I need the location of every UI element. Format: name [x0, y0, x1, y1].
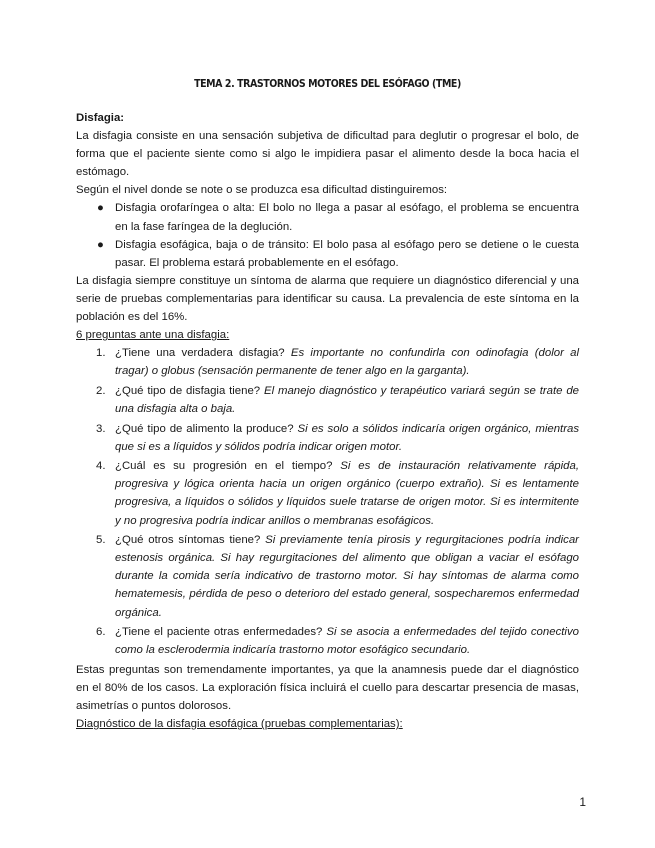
bullet-icon: ●	[97, 238, 104, 251]
page-title: TEMA 2. TRASTORNOS MOTORES DEL ESÓFAGO (TME)	[194, 77, 461, 90]
question-answer: Si previamente tenía pirosis y regurgitaciones podría indicar estenosis orgánica. Si hay regurgitaciones del alimento que obligan a vaciar el esófago durante la comida sería indicativo de trastorno motor. Si hay síntomas de alarma como hematemesis, pérdida de peso o deterioro del estado general, sospecharemos enfermedad orgánica.	[115, 534, 579, 619]
alarm-paragraph: La disfagia siempre constituye un síntoma de alarma que requiere un diagnóstico diferencial y una serie de pruebas complementarias para identificar su causa. La prevalencia de este síntoma en la población es del 16%.	[76, 274, 579, 324]
questions-list	[76, 344, 579, 659]
list-item	[76, 344, 579, 380]
section-heading: Disfagia:	[76, 112, 125, 124]
list-item	[76, 420, 579, 456]
document-body	[76, 109, 579, 733]
question-number: 5.	[96, 534, 106, 547]
list-item-text: Disfagia orofaríngea o alta: El bolo no llega a pasar al esófago, el problema se encuentra en la fase faríngea de la deglución.	[115, 202, 579, 233]
list-item	[76, 382, 579, 418]
question-answer: Si se asocia a enfermedades del tejido conectivo como la esclerodermia indicaría trastorno motor esofágico secundario.	[115, 626, 579, 657]
list-item	[76, 623, 579, 659]
intro-paragraph: La disfagia consiste en una sensación subjetiva de dificultad para deglutir o progresar el bolo, de forma que el paciente siente como si algo le impidiera pasar el alimento desde la boca hacia el estómago.	[76, 130, 579, 179]
closing-paragraph: Estas preguntas son tremendamente importantes, ya que la anamnesis puede dar el diagnóstico en el 80% de los casos. La exploración física incluirá el cuello para descartar presencia de masas, asimetrías o puntos dolorosos.	[76, 663, 579, 712]
list-item	[76, 199, 579, 235]
question-number: 1.	[96, 347, 106, 360]
question-text: ¿Qué otros síntomas tiene?	[115, 534, 261, 547]
list-item	[76, 236, 579, 272]
levels-intro: Según el nivel donde se note o se produzca esa dificultad distinguiremos:	[76, 184, 448, 197]
question-text: ¿Qué tipo de disfagia tiene?	[115, 384, 261, 397]
question-text: ¿Qué tipo de alimento la produce?	[115, 422, 294, 435]
question-number: 3.	[96, 422, 106, 435]
question-answer: Es importante no confundirla con odinofagia (dolor al tragar) o globus (sensación permanente de tener algo en la garganta).	[115, 347, 579, 378]
bullet-icon: ●	[97, 202, 104, 215]
list-item	[76, 531, 579, 621]
question-answer: Si es solo a sólidos indicaría origen orgánico, mientras que si es a líquidos y sólidos podría indicar origen motor.	[115, 422, 580, 453]
question-number: 2.	[96, 384, 106, 397]
question-text: ¿Tiene el paciente otras enfermedades?	[115, 626, 323, 639]
question-number: 6.	[96, 626, 106, 639]
list-item	[76, 457, 579, 529]
list-item-text: Disfagia esofágica, baja o de tránsito: El bolo pasa al esófago pero se detiene o le cuesta pasar. El problema estará probablemente en el esófago.	[115, 238, 579, 269]
question-text: ¿Tiene una verdadera disfagia?	[115, 347, 285, 360]
question-answer: El manejo diagnóstico y terapéutico variará según se trate de una disfagia alta o baja.	[115, 384, 580, 415]
question-text: ¿Cuál es su progresión en el tiempo?	[115, 460, 333, 473]
dysphagia-types-list	[76, 199, 579, 271]
page-number: 1	[579, 795, 586, 809]
diagnosis-heading: Diagnóstico de la disfagia esofágica (pruebas complementarias):	[76, 718, 403, 731]
question-number: 4.	[96, 460, 106, 473]
question-answer: Si es de instauración relativamente rápida, progresiva y lógica orienta hacia un origen orgánico (cuerpo extraño). Si es lentamente progresiva, a líquidos o sólidos y líquidos suele tratarse de origen motor. Si es intermitente y no progresiva podría indicar anillos o membranas esofágicos.	[115, 460, 579, 527]
questions-heading: 6 preguntas ante una disfagia:	[76, 329, 230, 342]
